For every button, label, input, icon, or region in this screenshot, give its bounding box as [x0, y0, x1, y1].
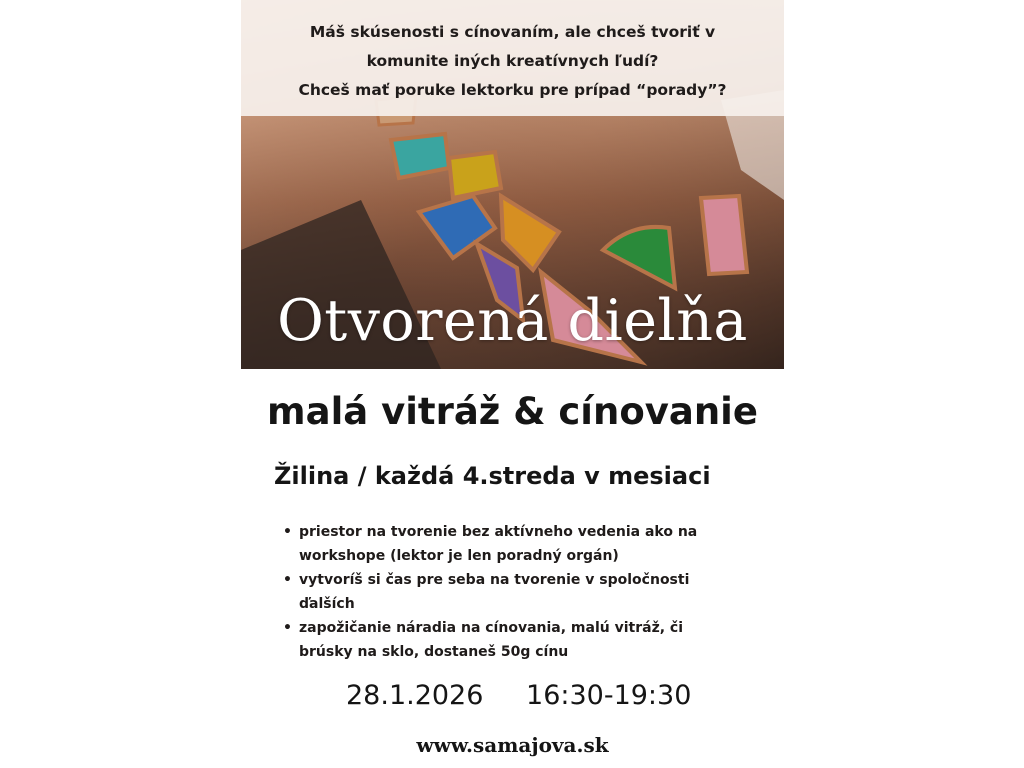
intro-line-3: Chceš mať poruke lektorku pre prípad “porady”? — [298, 81, 727, 99]
list-item-line: • vytvoríš si čas pre seba na tvorenie v spoločnosti — [299, 572, 690, 588]
list-item — [283, 616, 753, 664]
list-item-line: ďalších — [299, 596, 355, 612]
list-item-line: workshope (lektor je len poradný orgán) — [299, 548, 619, 564]
glass-piece-teal — [391, 134, 449, 178]
poster-subtitle: malá vitráž & cínovanie — [267, 390, 758, 433]
intro-line-1: Máš skúsenosti s cínovaním, ale chceš tvoriť v — [309, 23, 716, 41]
location-schedule: Žilina / každá 4.streda v mesiaci — [274, 462, 711, 490]
website-link[interactable]: www.samajova.sk — [416, 733, 609, 757]
list-item — [283, 520, 753, 568]
list-item — [283, 568, 753, 616]
stained-glass-photo — [241, 0, 784, 369]
poster-title: Otvorená dielňa — [277, 288, 748, 354]
event-datetime — [346, 680, 691, 711]
glass-piece-yellow — [449, 152, 501, 198]
intro-text — [241, 18, 784, 105]
list-item-line: • zapožičanie náradia na cínovania, malú vitráž, či — [299, 620, 684, 636]
list-item-line: brúsky na sklo, dostaneš 50g cínu — [299, 644, 569, 660]
event-poster — [241, 0, 784, 768]
benefits-list — [283, 520, 753, 664]
intro-line-2: komunite iných kreatívnych ľudí? — [366, 52, 659, 70]
event-time: 16:30-19:30 — [526, 680, 692, 711]
event-date: 28.1.2026 — [346, 680, 484, 711]
list-item-line: • priestor na tvorenie bez aktívneho vedenia ako na — [299, 524, 698, 540]
glass-piece-pink-strip — [701, 196, 747, 274]
